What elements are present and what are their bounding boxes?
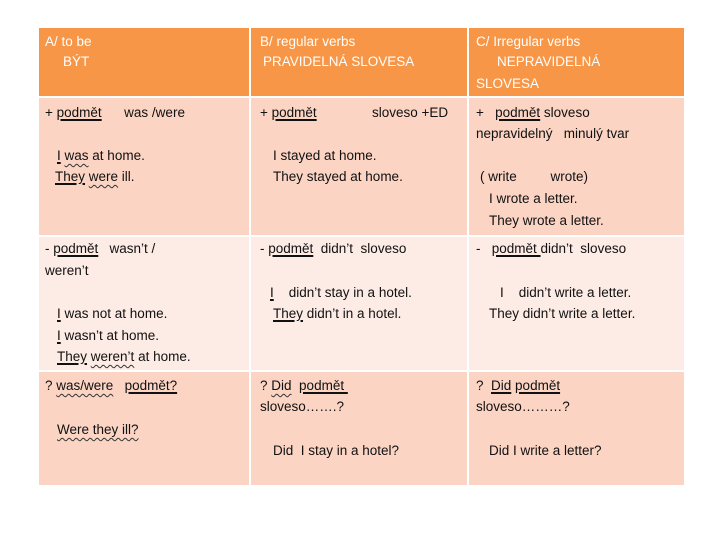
question-b-line xyxy=(260,398,344,416)
text-segment: at home. xyxy=(134,349,191,364)
underlined-text: They xyxy=(57,349,88,364)
header-a-line xyxy=(63,53,89,71)
negative-c-line xyxy=(476,240,626,258)
question-a-line xyxy=(45,377,177,395)
underlined-text: podmět xyxy=(491,241,541,256)
text-segment: BÝT xyxy=(63,54,90,69)
text-segment: + xyxy=(476,105,496,120)
underlined-text: I xyxy=(57,306,61,321)
question-c-line xyxy=(476,377,560,395)
text-segment: ill. xyxy=(118,169,135,184)
underlined-text: I xyxy=(57,328,61,343)
negative-c-line xyxy=(500,284,631,302)
affirmative-c-cell xyxy=(468,97,685,236)
text-segment: ? xyxy=(45,378,57,393)
text-segment: SLOVESA xyxy=(476,76,540,91)
negative-b-line xyxy=(273,305,401,323)
text-segment: I stayed at home. xyxy=(273,148,377,163)
text-segment: A/ to be xyxy=(45,34,92,49)
affirmative-a-line xyxy=(57,147,145,165)
text-segment: ? xyxy=(476,378,492,393)
question-c-line xyxy=(489,442,602,460)
affirmative-c-line xyxy=(476,104,590,122)
text-segment: Did I stay in a hotel? xyxy=(273,443,400,458)
question-a-line xyxy=(57,421,139,439)
header-c-line xyxy=(476,75,539,93)
affirmative-c-line xyxy=(489,190,578,208)
text-segment: They stayed at home. xyxy=(273,169,403,184)
text-segment: at home. xyxy=(88,148,145,163)
text-segment: Did I write a letter? xyxy=(489,443,602,458)
affirmative-a-line xyxy=(45,104,185,122)
text-segment: I wrote a letter. xyxy=(489,191,578,206)
underlined-text: podmět xyxy=(495,105,541,120)
text-segment: weren’t xyxy=(45,263,89,278)
question-a-cell xyxy=(38,371,250,486)
text-segment: ? xyxy=(260,378,272,393)
wavy-underlined-text: was/were xyxy=(56,378,114,393)
underlined-text: They xyxy=(55,169,86,184)
header-c-line xyxy=(476,33,580,51)
underlined-text: podmět xyxy=(271,105,317,120)
text-segment: ( write wrote) xyxy=(480,169,589,184)
question-c-line xyxy=(476,398,570,416)
negative-c-line xyxy=(489,305,635,323)
text-segment: C/ Irregular verbs xyxy=(476,34,581,49)
text-segment: - xyxy=(476,241,492,256)
header-a-cell xyxy=(38,27,250,97)
underlined-text: They xyxy=(273,306,304,321)
negative-a-line xyxy=(57,305,167,323)
affirmative-c-line xyxy=(489,212,604,230)
text-segment: didn’t stay in a hotel. xyxy=(273,285,412,300)
underlined-text: I xyxy=(57,148,61,163)
affirmative-a-cell xyxy=(38,97,250,236)
underlined-text: podmět xyxy=(53,241,99,256)
text-segment: They wrote a letter. xyxy=(489,213,604,228)
text-segment: - xyxy=(45,241,54,256)
header-a-line xyxy=(45,33,92,51)
negative-a-line xyxy=(45,262,89,280)
header-b-line xyxy=(263,53,414,71)
text-segment: B/ regular verbs xyxy=(260,34,356,49)
affirmative-b-line xyxy=(372,104,448,122)
underlined-text: I xyxy=(270,285,274,300)
affirmative-a-line xyxy=(55,168,135,186)
text-segment: was /were xyxy=(101,105,185,120)
underlined-text: podmět xyxy=(268,241,314,256)
question-b-cell xyxy=(250,371,468,486)
text-segment: sloveso +ED xyxy=(372,105,449,120)
negative-b-cell xyxy=(250,236,468,371)
negative-a-line xyxy=(57,348,191,366)
question-b-line xyxy=(260,377,348,395)
wavy-underlined-text: weren’t xyxy=(90,349,135,364)
wavy-underlined-text: was xyxy=(64,148,89,163)
text-segment: + xyxy=(45,105,57,120)
text-segment: didn’t sloveso xyxy=(313,241,407,256)
underlined-text: Did xyxy=(491,378,512,393)
header-b-line xyxy=(260,33,355,51)
underlined-text: podmět xyxy=(299,378,348,393)
wavy-underlined-text: were xyxy=(88,169,119,184)
text-segment: - xyxy=(260,241,269,256)
text-segment: was not at home. xyxy=(60,306,168,321)
text-segment: sloveso…….? xyxy=(260,399,345,414)
text-segment: wasn’t / xyxy=(98,241,156,256)
affirmative-b-line xyxy=(260,104,317,122)
wavy-underlined-text: Did xyxy=(271,378,292,393)
text-segment: wasn’t at home. xyxy=(60,328,160,343)
negative-b-line xyxy=(270,284,412,302)
negative-a-line xyxy=(45,240,155,258)
negative-a-cell xyxy=(38,236,250,371)
text-segment: didn’t in a hotel. xyxy=(303,306,402,321)
question-c-cell xyxy=(468,371,685,486)
text-segment xyxy=(292,378,300,393)
underlined-text: podmět xyxy=(56,105,102,120)
wavy-underlined-text: Were they ill? xyxy=(57,422,139,437)
header-c-cell xyxy=(468,27,685,97)
header-b-cell xyxy=(250,27,468,97)
text-segment: NEPRAVIDELNÁ xyxy=(497,54,601,69)
text-segment: They didn’t write a letter. xyxy=(489,306,636,321)
affirmative-b-line xyxy=(273,147,377,165)
text-segment: I didn’t write a letter. xyxy=(500,285,632,300)
negative-a-line xyxy=(57,327,159,345)
underlined-text: podmět? xyxy=(124,378,178,393)
negative-b-line xyxy=(260,240,406,258)
question-b-line xyxy=(273,442,399,460)
affirmative-c-line xyxy=(476,125,629,143)
underlined-text: podmět xyxy=(515,378,561,393)
affirmative-b-line xyxy=(273,168,403,186)
text-segment: didn’t sloveso xyxy=(540,241,627,256)
text-segment: PRAVIDELNÁ SLOVESA xyxy=(263,54,415,69)
affirmative-b-cell xyxy=(250,97,468,236)
text-segment: sloveso xyxy=(540,105,590,120)
text-segment: sloveso………? xyxy=(476,399,570,414)
negative-c-cell xyxy=(468,236,685,371)
text-segment: nepravidelný minulý tvar xyxy=(476,126,630,141)
text-segment xyxy=(113,378,124,393)
header-c-line xyxy=(497,53,600,71)
text-segment: + xyxy=(260,105,272,120)
affirmative-c-line xyxy=(480,168,588,186)
